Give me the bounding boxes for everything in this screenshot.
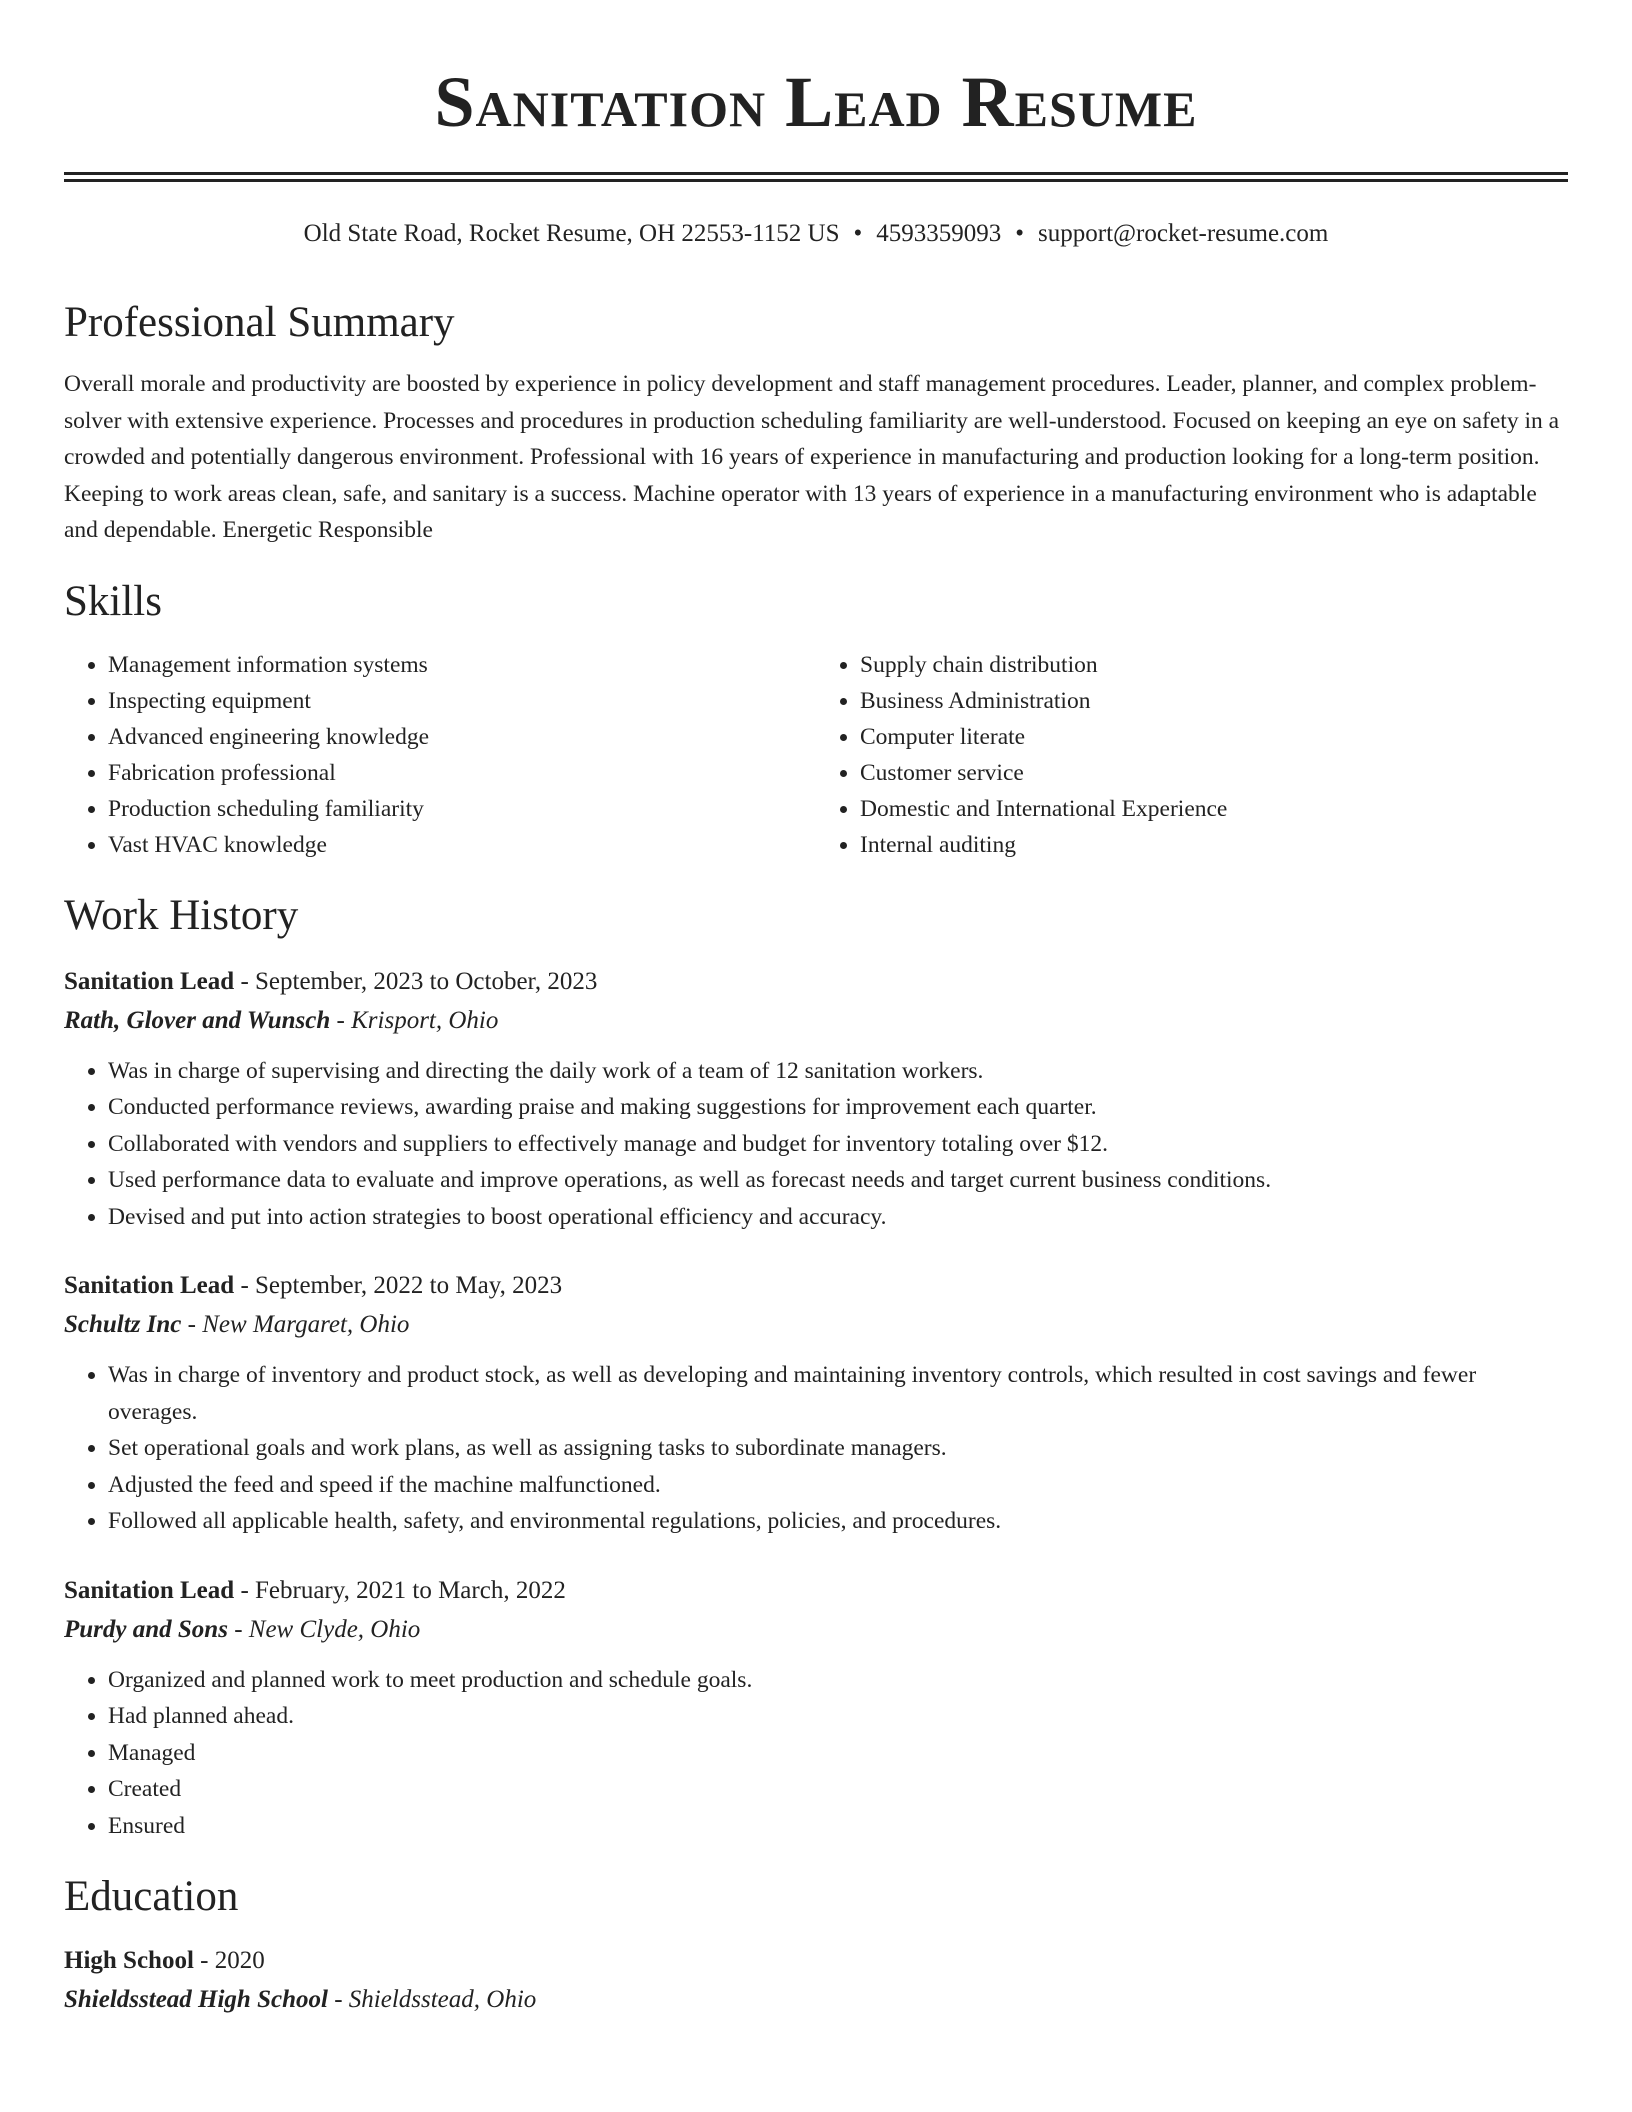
skills-list-left bbox=[64, 647, 816, 863]
skill-item: • Inspecting equipment bbox=[108, 683, 816, 719]
job-entry bbox=[64, 1572, 1568, 1845]
education-school-line bbox=[64, 1980, 1568, 2020]
job-duty-item: • Managed bbox=[108, 1735, 1568, 1772]
education-header bbox=[64, 1942, 1568, 1980]
skills-list-right bbox=[816, 647, 1568, 863]
job-location: - New Margaret, Ohio bbox=[181, 1311, 410, 1338]
job-company: Purdy and Sons bbox=[64, 1615, 228, 1643]
education-heading: Education bbox=[64, 1873, 239, 1920]
skill-item: • Computer literate bbox=[860, 719, 1568, 755]
education-school: Shieldsstead High School bbox=[64, 1986, 328, 2013]
skill-item: • Supply chain distribution bbox=[860, 647, 1568, 683]
resume-title: Sanitation Lead Resume bbox=[434, 62, 1198, 142]
summary-heading: Professional Summary bbox=[64, 299, 455, 346]
title-double-rule bbox=[64, 172, 1568, 182]
skill-item: • Vast HVAC knowledge bbox=[108, 827, 816, 863]
job-duty-item: • Used performance data to evaluate and improve operations, as well as forecast needs and target current business conditions. bbox=[108, 1162, 1568, 1199]
education-location: - Shieldsstead, Ohio bbox=[327, 1986, 537, 2013]
skill-item: • Management information systems bbox=[108, 647, 816, 683]
job-position: Sanitation Lead bbox=[64, 967, 235, 995]
skills-heading: Skills bbox=[64, 577, 162, 625]
job-duty-item: • Collaborated with vendors and suppliers to effectively manage and budget for inventory totaling over $12. bbox=[108, 1126, 1568, 1163]
job-duty-item: • Followed all applicable health, safety, and environmental regulations, policies, and procedures. bbox=[108, 1503, 1568, 1540]
education-year: - 2020 bbox=[193, 1947, 265, 1974]
skill-item: • Production scheduling familiarity bbox=[108, 791, 816, 827]
job-dates: - September, 2022 to May, 2023 bbox=[234, 1272, 563, 1299]
job-dates: - September, 2023 to October, 2023 bbox=[234, 967, 598, 995]
job-header bbox=[64, 1267, 1568, 1305]
job-duty-item: • Created bbox=[108, 1771, 1568, 1808]
work-history-heading: Work History bbox=[64, 891, 299, 939]
job-header bbox=[64, 963, 1568, 1001]
job-entry bbox=[64, 1267, 1568, 1540]
job-entry bbox=[64, 963, 1568, 1236]
job-duties bbox=[64, 1053, 1568, 1236]
contact-separator: • bbox=[853, 220, 863, 247]
job-duty-item: • Adjusted the feed and speed if the machine malfunctioned. bbox=[108, 1467, 1568, 1504]
summary-text: Overall morale and productivity are boosted by experience in policy development and staff management procedures. Leader, planner, and complex problem-solver with extensive experience. Processes and procedures in production scheduling familiarity are well-understood. Focused on keeping an eye on safety in a crowded and potentially dangerous environment. Professional with 16 years of experience in manufacturing and production looking for a long-term position. Keeping to work areas clean, safe, and sanitary is a success. Machine operator with 13 years of experience in a manufacturing environment who is adaptable and dependable. Energetic Responsible bbox=[64, 371, 1560, 543]
skill-item: • Customer service bbox=[860, 755, 1568, 791]
job-duty-item: • Was in charge of supervising and directing the daily work of a team of 12 sanitation workers. bbox=[108, 1053, 1568, 1090]
job-employer bbox=[64, 1610, 1568, 1650]
skill-item: • Fabrication professional bbox=[108, 755, 816, 791]
job-duty-item: • Had planned ahead. bbox=[108, 1698, 1568, 1735]
education-degree: High School bbox=[64, 1947, 194, 1974]
contact-email: support@rocket-resume.com bbox=[1038, 220, 1329, 247]
job-duty-item: • Conducted performance reviews, awarding praise and making suggestions for improvement each quarter. bbox=[108, 1089, 1568, 1126]
job-duty-item: • Organized and planned work to meet production and schedule goals. bbox=[108, 1662, 1568, 1699]
contact-address: Old State Road, Rocket Resume, OH 22553-1152 US bbox=[303, 220, 840, 247]
job-duty-item: • Set operational goals and work plans, as well as assigning tasks to subordinate managers. bbox=[108, 1430, 1568, 1467]
job-location: - Krisport, Ohio bbox=[330, 1006, 499, 1034]
job-position: Sanitation Lead bbox=[64, 1576, 235, 1604]
skill-item: • Advanced engineering knowledge bbox=[108, 719, 816, 755]
job-duty-item: • Ensured bbox=[108, 1808, 1568, 1845]
job-company: Schultz Inc bbox=[64, 1311, 182, 1338]
contact-line bbox=[64, 218, 1568, 250]
job-location: - New Clyde, Ohio bbox=[227, 1615, 421, 1643]
job-header bbox=[64, 1572, 1568, 1610]
education-entry bbox=[64, 1942, 1568, 2020]
skills-columns bbox=[64, 647, 1568, 863]
job-duties bbox=[64, 1662, 1568, 1845]
job-employer bbox=[64, 1001, 1568, 1041]
job-position: Sanitation Lead bbox=[64, 1272, 235, 1299]
job-duties bbox=[64, 1357, 1568, 1540]
skill-item: • Internal auditing bbox=[860, 827, 1568, 863]
job-company: Rath, Glover and Wunsch bbox=[64, 1006, 331, 1034]
contact-phone: 4593359093 bbox=[876, 220, 1002, 247]
contact-separator: • bbox=[1015, 220, 1025, 247]
skill-item: • Domestic and International Experience bbox=[860, 791, 1568, 827]
job-employer bbox=[64, 1305, 1568, 1345]
skill-item: • Business Administration bbox=[860, 683, 1568, 719]
job-duty-item: • Devised and put into action strategies to boost operational efficiency and accuracy. bbox=[108, 1199, 1568, 1236]
job-duty-item: • Was in charge of inventory and product stock, as well as developing and maintaining inventory controls, which resulted in cost savings and fewer overages. bbox=[108, 1357, 1568, 1430]
job-dates: - February, 2021 to March, 2022 bbox=[234, 1576, 566, 1604]
